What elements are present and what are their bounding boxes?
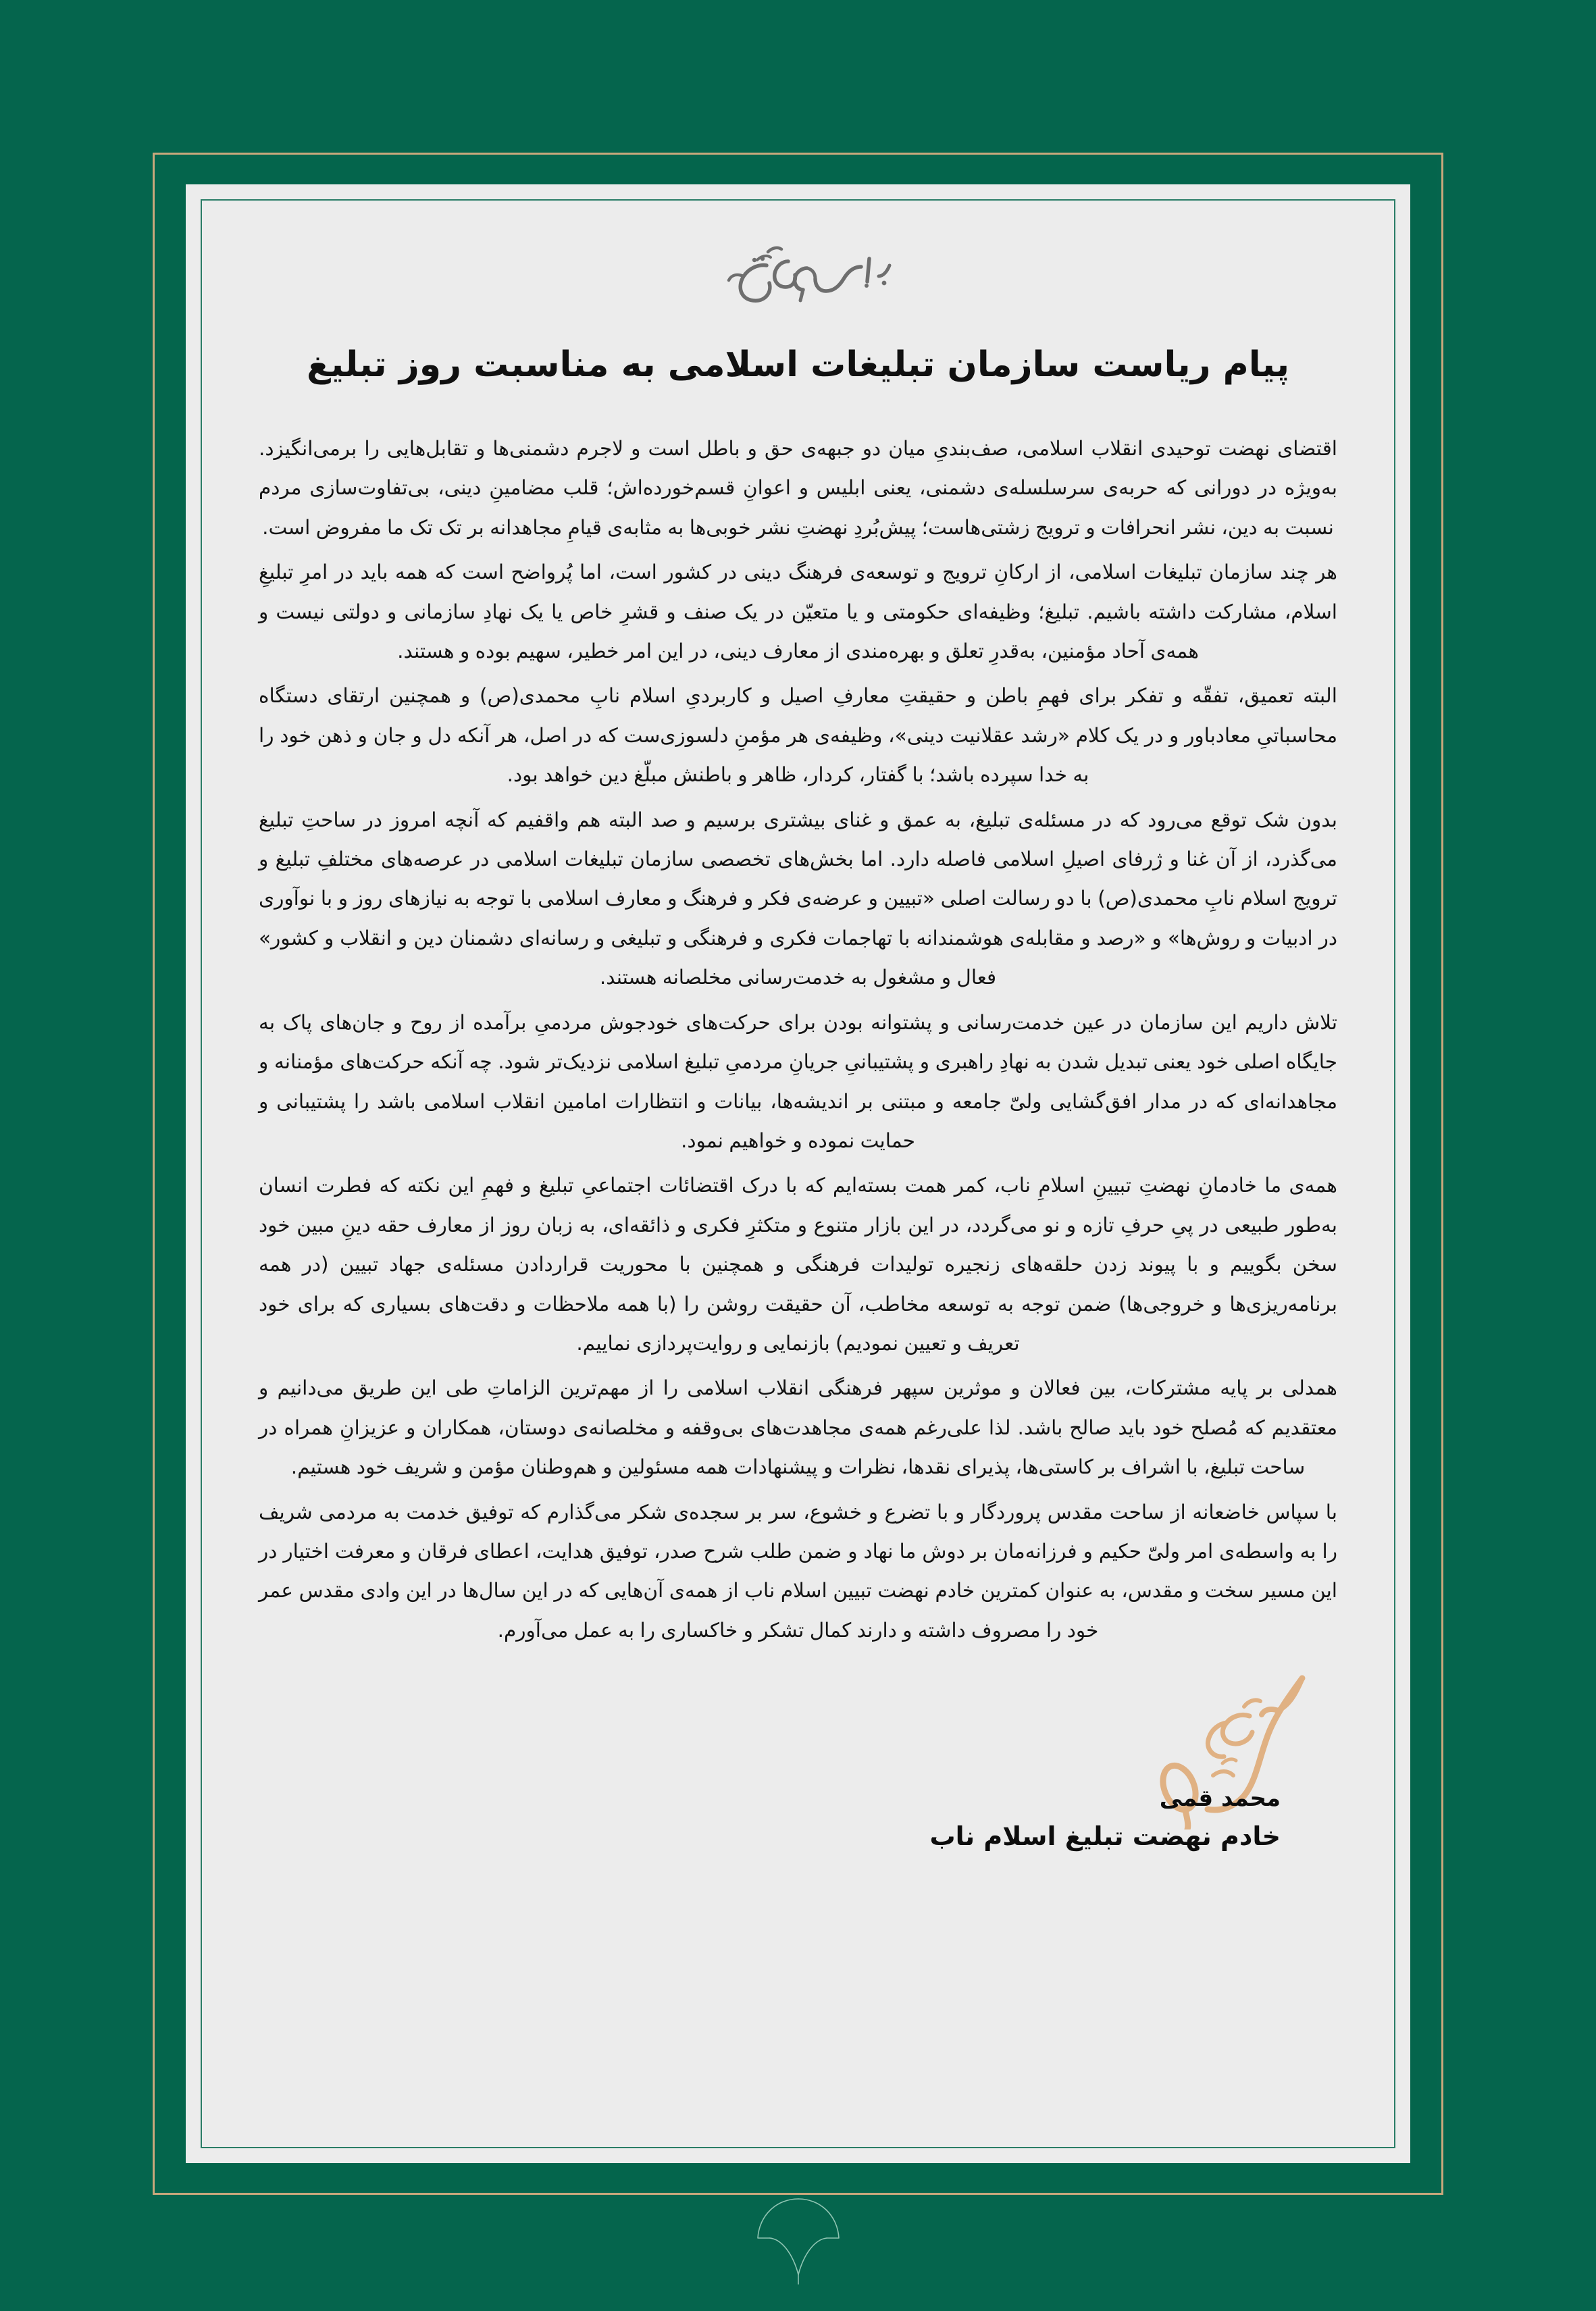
body-paragraph: تلاش داریم این سازمان در عین خدمت‌رسانی و پشتوانه بودن برای حرکت‌های خودجوش مردمیِ برآمده از روح و جان‌های پاک به جایگاه اصلی خود یعنی تبدیل شدن به نهادِ راهبری و پشتیبانیِ جریانِ مردمیِ تبلیغ اسلامی نزدیک‌تر شود. چه آنکه حرکت‌های مؤمنانه و مجاهدانه‌ای که در مدار افق‌گشایی ولیّ جامعه و مبتنی بر اندیشه‌ها، بیانات و انتظارات امامین انقلاب اسلامی باشد را پشتیبانی و حمایت نموده و خواهیم نمود.: [259, 1010, 1337, 1152]
signer-role: خادم نهضت تبلیغ اسلام ناب: [929, 1821, 1281, 1852]
body-paragraph: هر چند سازمان تبلیغات اسلامی، از ارکانِ ترویج و توسعه‌ی فرهنگ دینی در کشور است، اما پُرواضح است که همه باید در امرِ تبلیغِ اسلام، مشارکت داشته باشیم. تبلیغ؛ وظیفه‌ای حکومتی و یا متعیّن در یک صنف و قشرِ خاص یا یک نهادِ سازمانی و دولتی نیست و همه‌ی آحاد مؤمنین، به‌قدرِ تعلق و بهره‌مندی از معارف دینی، در این امر خطیر، سهیم بوده و هستند.: [259, 561, 1337, 663]
body-paragraph: البته تعمیق، تفقّه و تفکر برای فهمِ باطن و حقیقتِ معارفِ اصیل و کاربردیِ اسلام نابِ محمدی(ص) و همچنین ارتقای دستگاه محاسباتیِ معادباور و در یک کلام «رشد عقلانیت دینی»، وظیفه‌ی هر مؤمنِ دلسوزی‌ست که در اصل، هر آنکه دل و جان و ذهن خود را به خدا سپرده باشد؛ با گفتار، کردار، ظاهر و باطنش مبلّغ دین خواهد بود.: [259, 684, 1337, 787]
body-paragraph: همدلی بر پایه مشترکات، بین فعالان و موثرین سپهر فرهنگی انقلاب اسلامی را از مهم‌ترین الزاماتِ طی این طریق می‌دانیم و معتقدیم که مُصلح خود باید صالح باشد. لذا علی‌رغم همه‌ی مجاهدت‌های بی‌وقفه و مخلصانه‌ی دوستان، همکاران و عزیزانِ همراه در ساحت تبلیغ، با اشراف بر کاستی‌ها، پذیرای نقدها، نظرات و پیشنهادات همه مسئولین و هم‌وطنان مؤمن و شریف خود هستیم.: [259, 1376, 1337, 1479]
lotus-shamsa-ornament-icon: [731, 2196, 866, 2297]
decorative-gold-frame: [153, 153, 1443, 2195]
letter-content: [234, 222, 1362, 2136]
letter-paper: [186, 184, 1410, 2163]
signer-name: محمد قمی: [1159, 1785, 1281, 1813]
body-paragraph: اقتضای نهضت توحیدی انقلاب اسلامی، صف‌بندیِ میان دو جبهه‌ی حق و باطل است و لاجرم دشمنی‌ها و تقابل‌هایی را برمی‌انگیزد. به‌ویژه در دورانی که حربه‌ی سرسلسله‌ی دشمنی، یعنی ابلیس و اعوانِ قسم‌خورده‌اش؛ قلب مضامینِ دینی، بی‌تفاوت‌سازی مردم نسبت به دین، نشر انحرافات و ترویج زشتی‌هاست؛ پیش‌بُردِ نهضتِ نشر خوبی‌ها به مثابه‌ی قیامِ مجاهدانه بر تک تک ما مفروض است.: [259, 437, 1337, 539]
signature-names: [929, 1784, 1281, 1854]
body-paragraph: با سپاس خاضعانه از ساحت مقدس پروردگار و با تضرع و خشوع، سر بر سجده‌ی شکر می‌گذارم که توفیق خدمت به مردمی شریف را به واسطه‌ی امر ولیّ حکیم و فرزانه‌مان بر دوش ما نهاد و ضمن طلب شرح صدر، توفیق هدایت، اعطای فرقان و معرفت اختیار در این مسیر سخت و مقدس، به عنوان کمترین خادم نهضت تبیین اسلام ناب از همه‌ی آن‌هایی که در این سال‌ها در این وادی مقدس عمر خود را مصروف داشته و دارند کمال تشکر و خاکساری را به عمل می‌آورم.: [259, 1500, 1337, 1642]
page-title: پیام ریاست سازمان تبلیغات اسلامی به مناسبت روز تبلیغ: [306, 344, 1289, 385]
body-paragraph: همه‌ی ما خادمانِ نهضتِ تبیینِ اسلامِ ناب، کمر همت بسته‌ایم که با درک اقتضائات اجتماعیِ تبلیغ و فهمِ این نکته که فطرت انسان به‌طور طبیعی در پیِ حرفِ تازه و نو می‌گردد، در این بازار متنوع و متکثرِ فکری و ذائقه‌ای، به زبان روز از معارف حقه دینِ مبین خود سخن بگوییم و با پیوند زدن حلقه‌های زنجیره تولیدات فرهنگی و همچنین با محوریت قراردادن مسئله‌ی جهاد تبیین (در همه برنامه‌ریزی‌ها و خروجی‌ها) ضمن توجه به توسعه مخاطب، آن حقیقت روشن را (با همه ملاحظات و دقت‌های بسیاری که برای خود تعریف و تعیین نمودیم) بازنمایی و روایت‌پردازی نماییم.: [259, 1174, 1337, 1355]
bismillah-header: [234, 234, 1362, 315]
decorative-green-band: [159, 159, 1437, 2189]
calligraphy-bismillah-icon: [687, 234, 910, 309]
signature-block: [234, 1682, 1362, 1851]
letter-body: [234, 429, 1362, 1650]
body-paragraph: بدون شک توقع می‌رود که در مسئله‌ی تبلیغ، به عمق و غنای بیشتری برسیم و صد البته هم واقفیم که آنچه امروز در ساحتِ تبلیغ می‌گذرد، از آن غنا و ژرفای اصیلِ اسلامی فاصله دارد. اما بخش‌های تخصصی سازمان تبلیغات اسلامی در عرصه‌های مختلفِ تبلیغ و ترویج اسلام نابِ محمدی(ص) با دو رسالت اصلی «تبیین و عرضه‌ی فکر و فرهنگ و معارف اسلامی با توجه به نیازهای روز و با نوآوری در ادبیات و روش‌ها» و «رصد و مقابله‌ی هوشمندانه با تهاجمات فکری و فرهنگی و تبلیغی و رسانه‌ای دشمنان دین و انقلاب و کشور» فعال و مشغول به خدمت‌رسانی مخلصانه هستند.: [259, 808, 1337, 989]
